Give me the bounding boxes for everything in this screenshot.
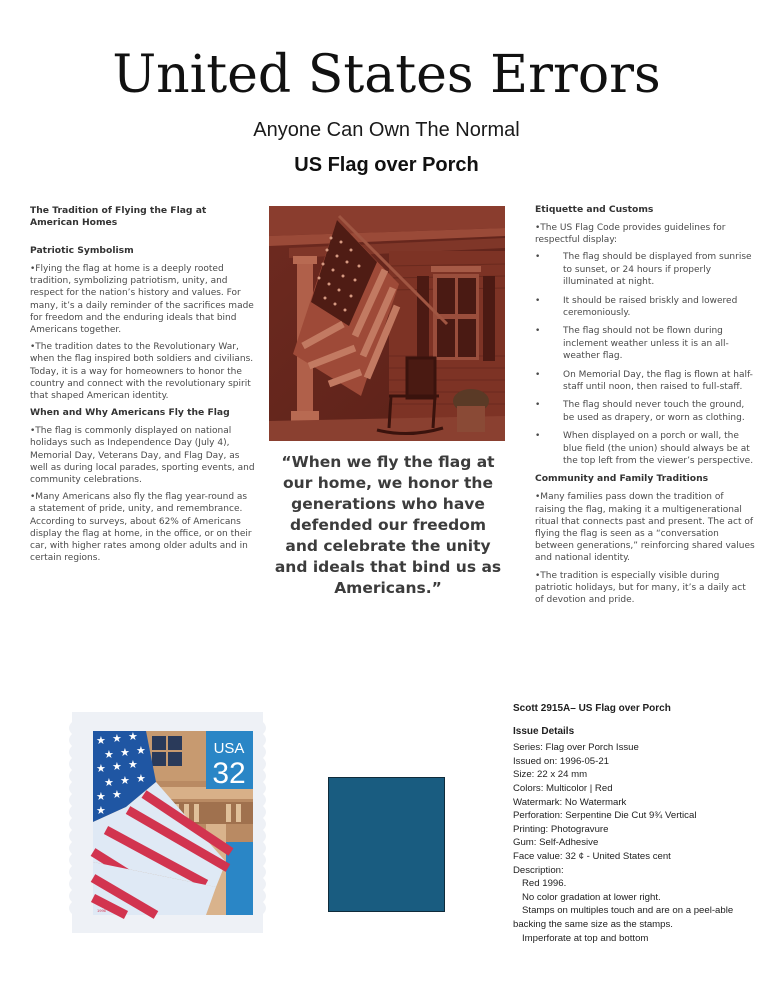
section-heading-patriotic-symbolism: Patriotic Symbolism [30,245,134,256]
bullet-icon: • [535,369,541,380]
paragraph: •The tradition is especially visible during patriotic holidays, but for many, it’s a daily act of devotion and pride. [535,570,746,606]
right-article-column [535,204,755,611]
flag-code-list [535,251,755,467]
detail-colors: Colors: Multicolor | Red [513,782,613,794]
bullet-icon: • [535,252,541,263]
list-item [535,295,755,319]
paragraph: •The flag is commonly displayed on national holidays such as Independence Day (July 4), Memorial Day, Veterans Day, and Flag Day, as well as during local parades, sporting events, and community celebrations. [30,426,255,486]
svg-text:★: ★ [104,748,114,761]
list-item [535,325,755,362]
svg-text:★: ★ [128,730,138,743]
list-item-text: It should be raised briskly and lowered ceremoniously. [563,295,738,318]
pull-quote: “When we fly the flag at our home, we honor the generations who have defended our freedom and celebrate the unity and ideals that bind us as Americans.” [274,453,502,597]
svg-text:★: ★ [120,774,130,787]
page-title: United States Errors [112,45,661,105]
svg-text:★: ★ [96,734,106,747]
description-line: Stamps on multiples touch and are on a peel-able backing the same size as the stamps. [513,905,734,930]
description-line: Imperforate at top and bottom [522,932,649,944]
article-heading: The Tradition of Flying the Flag at American Homes [30,205,207,228]
list-item-text: When displayed on a porch or wall, the blue field (the union) should always be at the top left from the viewer’s perspective. [563,431,754,466]
detail-issued-on: Issued on: 1996-05-21 [513,755,610,767]
stamp-name-heading: US Flag over Porch [294,154,479,176]
paragraph: •The tradition dates to the Revolutionary War, when the flag inspired both soldiers and civilians. Today, it is a way for homeowners to honor the country and connect with the revolutionary spirit that shaped American identity. [30,342,254,402]
svg-text:★: ★ [96,804,106,817]
svg-text:★: ★ [136,772,146,785]
bullet-icon: • [535,400,541,411]
porch-flag-illustration [269,206,505,441]
detail-face-value: Face value: 32 ¢ - United States cent [513,850,671,862]
flag-over-porch-stamp [66,712,269,933]
stamp-image [66,712,269,933]
section-heading-etiquette: Etiquette and Customs [535,204,654,215]
list-item-text: The flag should not be flown during inclement weather unless it is an all-weather flag. [563,326,729,361]
bullet-icon: • [535,326,541,337]
porch-flag-photo [269,206,505,441]
paragraph: •Many families pass down the tradition of raising the flag, making it a multigenerational ritual that connects past and present. The act of flying the flag is seen as a “conversation between generations,” reinforcing shared values and national identity. [535,492,755,564]
description-line: Red 1996. [522,878,567,890]
detail-size: Size: 22 x 24 mm [513,769,588,781]
issue-details-panel [513,702,753,945]
section-heading-community: Community and Family Traditions [535,473,709,485]
tagline: Anyone Can Own The Normal [253,119,520,141]
paragraph: •The US Flag Code provides guidelines for respectful display: [535,223,726,246]
svg-text:★: ★ [128,758,138,771]
svg-text:★: ★ [96,762,106,775]
svg-text:★: ★ [112,760,122,773]
paragraph: •Flying the flag at home is a deeply rooted tradition, symbolizing patriotism, unity, and respect for the nation’s history and values. For many, it’s a daily reminder of the sacrifices made for freedom and the enduring ideals that bind Americans together. [30,264,254,336]
bullet-icon: • [535,431,541,442]
bullet-icon: • [535,295,541,306]
description-line: No color gradation at lower right. [522,891,661,903]
paragraph: •Many Americans also fly the flag year-round as a statement of pride, unity, and remembrance. According to surveys, about 62% of Americans display the flag at home, in the office, or on their car, with higher rates among older adults and in certain regions. [30,492,252,564]
svg-text:★: ★ [112,732,122,745]
list-item-text: The flag should be displayed from sunrise to sunset, or 24 hours if properly illuminated at night. [563,252,752,287]
svg-text:★: ★ [104,776,114,789]
list-item-text: On Memorial Day, the flag is flown at half-staff until noon, then raised to full-staff. [563,369,753,392]
stamp-country: USA [213,740,245,757]
stamp-year-imprint: 1996 [97,908,106,913]
detail-watermark: Watermark: No Watermark [513,796,627,808]
detail-perforation: Perforation: Serpentine Die Cut 9¾ Vertical [513,810,697,822]
detail-printing: Printing: Photogravure [513,823,609,835]
svg-text:★: ★ [112,788,122,801]
stamp-denomination: 32 [212,757,246,790]
stamp-color-swatch [328,777,445,912]
detail-series: Series: Flag over Porch Issue [513,742,639,754]
catalog-title: Scott 2915A– US Flag over Porch [513,703,671,714]
svg-text:★: ★ [120,746,130,759]
list-item [535,430,755,467]
svg-text:★: ★ [96,790,106,803]
list-item-text: The flag should never touch the ground, be used as drapery, or worn as clothing. [563,400,745,423]
list-item [535,369,755,393]
list-item [535,399,755,423]
section-heading-when-and-why: When and Why Americans Fly the Flag [30,407,230,419]
svg-text:★: ★ [136,744,146,757]
detail-gum: Gum: Self-Adhesive [513,837,599,849]
detail-description-label: Description: [513,864,564,876]
left-article-column [30,205,255,569]
list-item [535,251,755,288]
issue-details-heading: Issue Details [513,725,575,737]
